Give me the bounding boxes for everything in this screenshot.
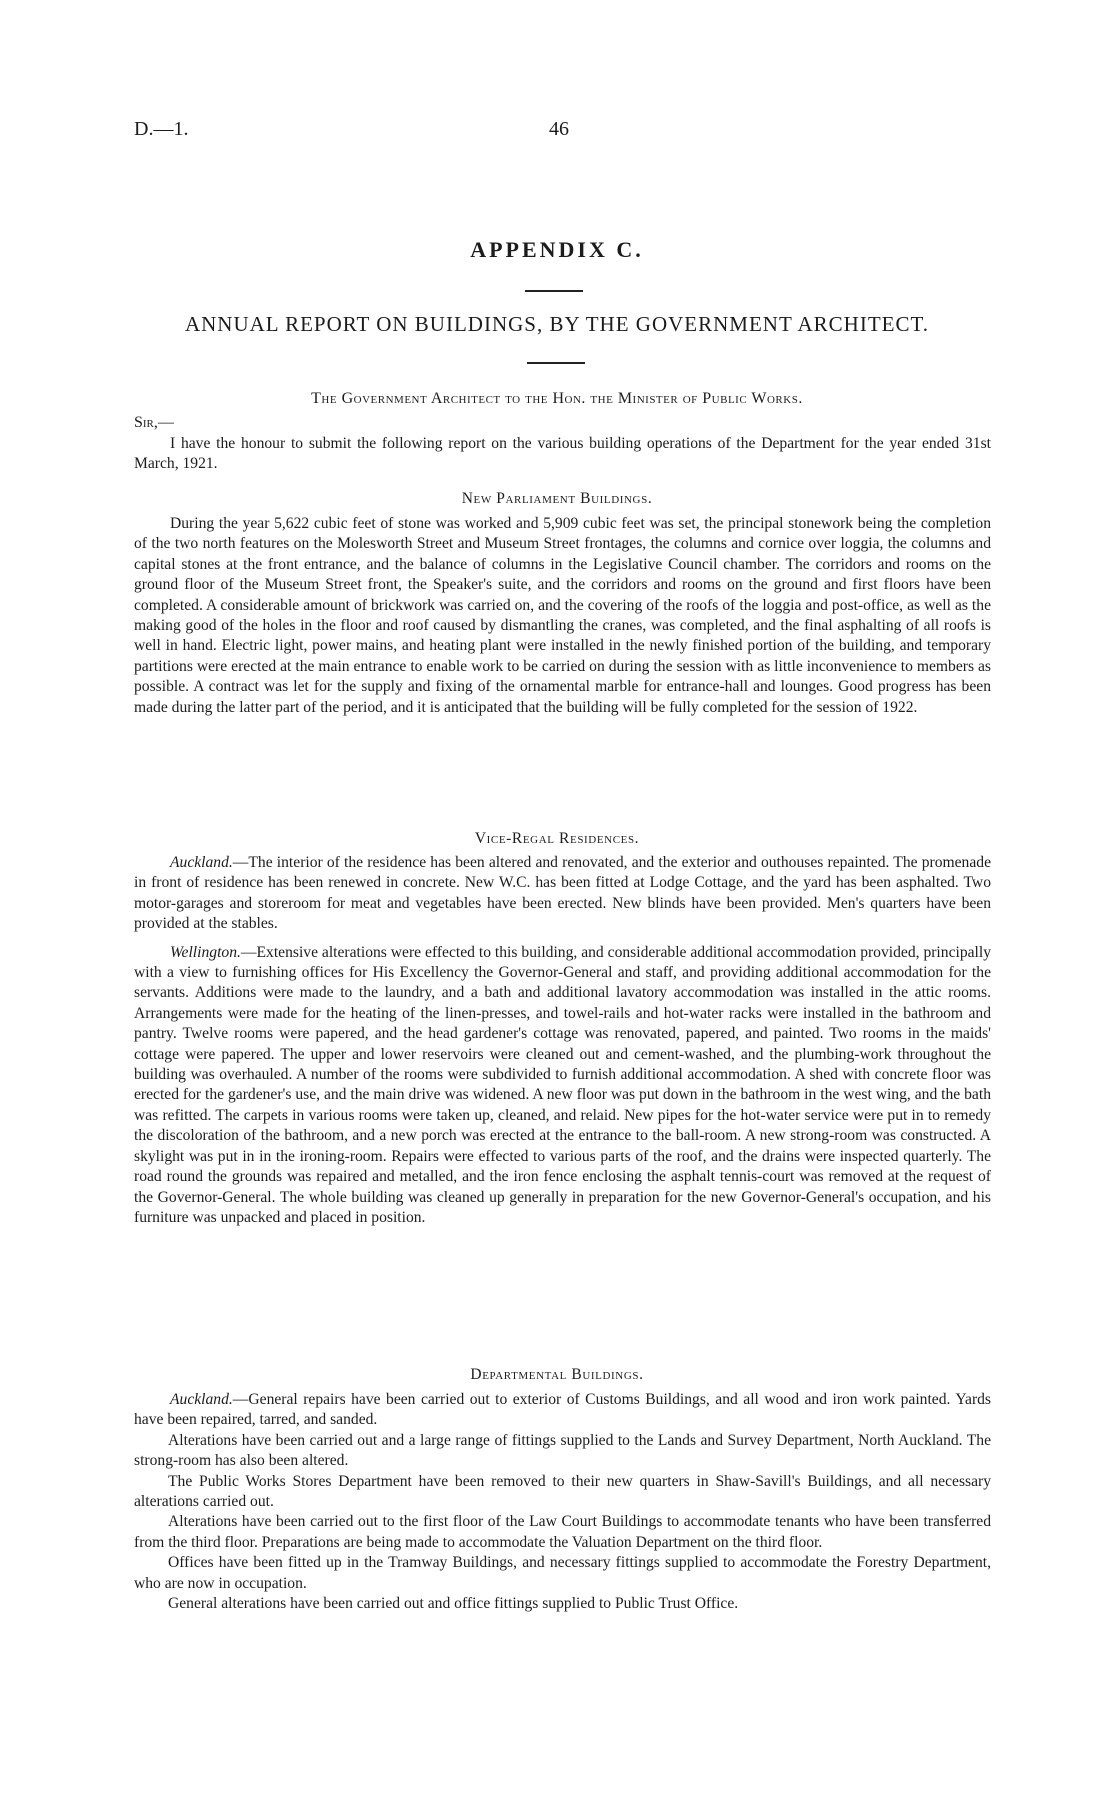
addressee-line: The Government Architect to the Hon. the Minister of Public Works. (311, 390, 803, 407)
departmental-paragraph-6: General alterations have been carried out and office fittings supplied to Public Trust Office. (168, 1595, 739, 1613)
viceregal-auckland-label: Auckland. (170, 854, 233, 871)
report-title: ANNUAL REPORT ON BUILDINGS, BY THE GOVERNMENT ARCHITECT. (184, 312, 930, 336)
intro-text: I have the honour to submit the following report on the various building operations of the Department for the year ended 31st March, 1921. (134, 435, 991, 473)
appendix-title: APPENDIX C. (470, 237, 644, 262)
subtitle-divider (527, 362, 585, 364)
intro-paragraph (134, 434, 991, 475)
parliament-section (134, 514, 991, 718)
salutation: Sir,— (134, 414, 174, 431)
viceregal-wellington-paragraph (134, 943, 991, 1229)
viceregal-wellington-text: —Extensive alterations were effected to this building, and considerable additional accommodation provided, principally with a view to furnishing offices for His Excellency the Governor-General and staff, and providing additional accommodation for the servants. Additions were made to the laundry, and a bath and additional lavatory accommodation was installed in the attic rooms. Arrangements were made for the heating of the linen-presses, and towel-rails and hot-water racks were installed in the bathroom and pantry. Twelve rooms were papered, and the head gardener's cottage was renovated, papered, and painted. Two rooms in the maids' cottage were papered. The upper and lower reservoirs were cleaned out and cement-washed, and the plumbing-work throughout the building was overhauled. A number of the rooms were subdivided to furnish additional accommodation. A shed with concrete floor was erected for the gardener's use, and the main drive was widened. A new floor was put down in the bathroom in the west wing, and the bath was refitted. The carpets in various rooms were taken up, cleaned, and relaid. New pipes for the hot-water service were put in to remedy the discoloration of the bathroom, and a new porch was erected at the entrance to the ball-room. A new strong-room was constructed. A skylight was put in in the ironing-room. Repairs were effected to various parts of the roof, and the drains were inspected quarterly. The road round the grounds was repaired and metalled, and the iron fence enclosing the asphalt tennis-court was removed at the request of the Governor-General. The whole building was cleaned up generally in preparation for the new Governor-General's occupation, and his furniture was unpacked and placed in position. (134, 943, 991, 1226)
page-number: 46 (549, 118, 569, 140)
title-divider (525, 290, 583, 292)
departmental-section (134, 1390, 991, 1614)
viceregal-auckland-text: —The interior of the residence has been altered and renovated, and the exterior and outhouses repainted. The promenade in front of residence has been renewed in concrete. New W.C. has been fitted at Lodge Cottage, and the yard has been asphalted. Two motor-garages and storeroom for meat and vegetables have been erected. New blinds have been provided. Men's quarters have been provided at the stables. (134, 854, 991, 933)
departmental-auckland-paragraph (134, 1390, 991, 1431)
departmental-paragraph-2: Alterations have been carried out and a large range of fittings supplied to the Lands and Survey Department, North Auckland. The strong-room has also been altered. (134, 1431, 991, 1470)
section-heading-departmental: Departmental Buildings. (470, 1366, 644, 1383)
departmental-paragraph-5: Offices have been fitted up in the Tramway Buildings, and necessary fittings supplied to accommodate the Forestry Department, who are now in occupation. (134, 1554, 991, 1592)
section-heading-viceregal: Vice-Regal Residences. (474, 830, 640, 847)
section-heading-parliament: New Parliament Buildings. (461, 490, 653, 507)
viceregal-wellington-label: Wellington. (170, 943, 241, 961)
departmental-paragraph-4: Alterations have been carried out to the first floor of the Law Court Buildings to accommodate tenants who have been transferred from the third floor. Preparations are being made to accommodate the Valuation Department on the third floor. (134, 1513, 991, 1551)
document-reference: D.—1. (134, 118, 189, 140)
departmental-auckland-text: —General repairs have been carried out to exterior of Customs Buildings, and all wood and iron work painted. Yards have been repaired, tarred, and sanded. (134, 1391, 991, 1429)
parliament-paragraph: During the year 5,622 cubic feet of stone was worked and 5,909 cubic feet was set, the principal stonework being the completion of the two north features on the Molesworth Street and Museum Street frontages, the columns and cornice over loggia, the columns and capital stones at the front entrance, and the balance of columns in the Legislative Council chamber. The corridors and rooms on the ground floor of the Museum Street front, the Speaker's suite, and the corridors and rooms on the ground and first floors have been completed. A considerable amount of brickwork was carried on, and the covering of the roofs of the loggia and post-office, as well as the making good of the holes in the floor and roof caused by dismantling the cranes, was completed, and the final asphalting of all roofs is well in hand. Electric light, power mains, and heating plant were installed in the newly finished portion of the building, and temporary partitions were erected at the main entrance to enable work to be carried on during the session with as little inconvenience to members as possible. A contract was let for the supply and fixing of the ornamental marble for entrance-hall and lounges. Good progress has been made during the latter part of the period, and it is anticipated that the building will be fully completed for the session of 1922. (134, 515, 991, 716)
departmental-auckland-label: Auckland. (170, 1391, 233, 1408)
departmental-paragraph-3: The Public Works Stores Department have been removed to their new quarters in Shaw-Savill's Buildings, and all necessary alterations carried out. (134, 1472, 991, 1511)
viceregal-section (134, 853, 991, 1228)
viceregal-auckland-paragraph (134, 853, 991, 935)
